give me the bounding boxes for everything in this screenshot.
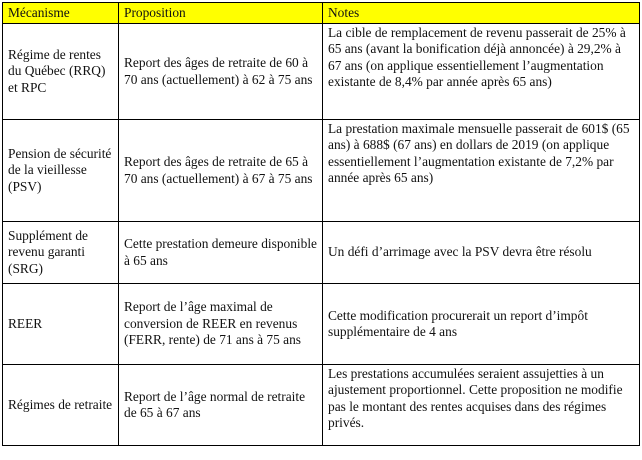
cell-notes: Les prestations accumulées seraient assujetties à un ajustement proportionnel. Cette proposition ne modifie pas le montant des rentes acquises dans des régimes privés. [323,365,640,446]
cell-notes: La prestation maximale mensuelle passerait de 601$ (65 ans) à 688$ (67 ans) en dollars de 2019 (on applique essentiellement l’augmentation existante de 7,2% par année après 65 ans) [323,120,640,222]
table-header-row [3,3,640,24]
cell-proposition: Report de l’âge normal de retraite de 65 à 67 ans [119,365,323,446]
cell-proposition: Cette prestation demeure disponible à 65 ans [119,222,323,284]
retirement-mechanisms-table [2,2,640,446]
cell-mecanisme: Régime de rentes du Québec (RRQ) et RPC [3,24,119,120]
cell-proposition: Report de l’âge maximal de conversion de REER en revenus (FERR, rente) de 71 ans à 75 ans [119,284,323,365]
cell-mecanisme: Supplément de revenu garanti (SRG) [3,222,119,284]
header-notes: Notes [323,3,640,24]
cell-notes: Un défi d’arrimage avec la PSV devra être résolu [323,222,640,284]
table-row [3,284,640,365]
cell-proposition: Report des âges de retraite de 65 à 70 ans (actuellement) à 67 à 75 ans [119,120,323,222]
cell-mecanisme: Pension de sécurité de la vieillesse (PSV) [3,120,119,222]
table-row [3,365,640,446]
cell-notes: Cette modification procurerait un report d’impôt supplémentaire de 4 ans [323,284,640,365]
cell-proposition: Report des âges de retraite de 60 à 70 ans (actuellement) à 62 à 75 ans [119,24,323,120]
table-row [3,24,640,120]
cell-notes: La cible de remplacement de revenu passerait de 25% à 65 ans (avant la bonification déjà annoncée) à 29,2% à 67 ans (on applique essentiellement l’augmentation existante de 8,4% par année après 65 ans) [323,24,640,120]
cell-mecanisme: Régimes de retraite [3,365,119,446]
table-row [3,222,640,284]
header-proposition: Proposition [119,3,323,24]
table-row [3,120,640,222]
header-mecanisme: Mécanisme [3,3,119,24]
cell-mecanisme: REER [3,284,119,365]
